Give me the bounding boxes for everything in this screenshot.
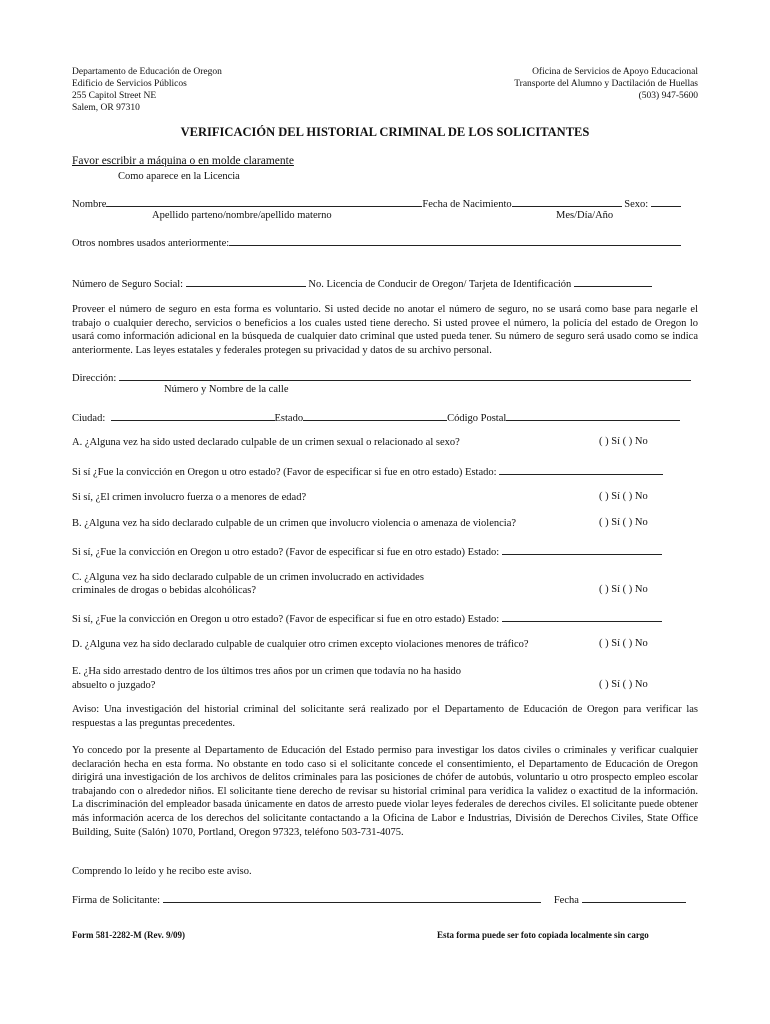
zip-field[interactable]: [506, 410, 680, 421]
question-e-line-1: E. ¿Ha sido arrestado dentro de los últimos tres años por un crimen que todavía no ha hasido: [72, 666, 461, 677]
header-right-line: (503) 947-5600: [638, 91, 698, 101]
aviso-notice: Aviso: Una investigación del historial criminal del solicitante será realizado por el Departamento de Educación de Oregon para verificar las respuestas a las preguntas precedentes.: [72, 704, 698, 729]
name-field[interactable]: [106, 196, 422, 207]
ssn-notice: Proveer el número de seguro en esta forma es voluntario. Si usted decide no anotar el número de seguro, no se usará como base para negarle el trabajo o cualquier derecho, servicios o beneficios a los cuales usted tiene derecho. Si usted provee el número, la policía del estado de Oregon lo usará como información adicional en la búsqueda de cualquier dato criminal que usted pueda tener. Su número de seguro será usado como se indica anteriormente. Las leyes estatales y federales protegen su privacidad y datos de su archivo personal.: [72, 304, 698, 356]
dob-field[interactable]: [512, 196, 622, 207]
question-d-yes-no[interactable]: ( ) Sí ( ) No: [599, 638, 648, 649]
ssn-label: Número de Seguro Social:: [72, 279, 184, 290]
question-c-line-1: C. ¿Alguna vez ha sido declarado culpable de un crimen involucrado en actividades: [72, 572, 424, 583]
sex-label: Sexo:: [624, 199, 649, 210]
question-b-state-field[interactable]: [502, 544, 662, 555]
name-sub: Apellido parteno/nombre/apellido materno: [152, 210, 332, 221]
dob-sub: Mes/Día/Año: [556, 210, 614, 221]
name-label: Nombre: [72, 199, 107, 210]
question-a-force-yes-no[interactable]: ( ) Sí ( ) No: [599, 491, 648, 502]
copy-notice: Esta forma puede ser foto copiada localmente sin cargo: [437, 930, 649, 940]
question-c-state-field[interactable]: [502, 611, 662, 622]
header-left-line: Salem, OR 97310: [72, 103, 140, 113]
acknowledge-text: Comprendo lo leído y he recibo este aviso.: [72, 866, 252, 877]
other-names-field[interactable]: [229, 235, 681, 246]
question-a: A. ¿Alguna vez ha sido usted declarado culpable de un crimen sexual o relacionado al sexo?: [72, 437, 460, 448]
city-field[interactable]: [111, 410, 275, 421]
license-label: No. Licencia de Conducir de Oregon/ Tarjeta de Identificación: [308, 279, 572, 290]
state-field[interactable]: [303, 410, 447, 421]
date-field[interactable]: [582, 892, 686, 903]
question-b-follow: Si sí, ¿Fue la convicción en Oregon u otro estado? (Favor de especificar si fue en otro estado) Estado:: [72, 547, 500, 558]
question-b-follow-row: [72, 544, 662, 559]
sex-field[interactable]: [651, 196, 681, 207]
header-right-line: Oficina de Servicios de Apoyo Educacional: [532, 67, 698, 77]
header-left-line: 255 Capitol Street NE: [72, 91, 157, 101]
question-c-yes-no[interactable]: ( ) Sí ( ) No: [599, 584, 648, 595]
zip-label: Código Postal: [447, 413, 507, 424]
question-e-yes-no[interactable]: ( ) Sí ( ) No: [599, 679, 648, 690]
form-number: Form 581-2282-M (Rev. 9/09): [72, 930, 185, 940]
question-a-follow-row: [72, 464, 663, 479]
date-label: Fecha: [553, 895, 579, 906]
question-c-follow: Si sí, ¿Fue la convicción en Oregon u otro estado? (Favor de especificar si fue en otro estado) Estado:: [72, 614, 500, 625]
header-left-line: Departamento de Educación de Oregon: [72, 67, 222, 77]
question-a-yes-no[interactable]: ( ) Sí ( ) No: [599, 436, 648, 447]
question-c-follow-row: [72, 611, 662, 626]
signature-label: Firma de Solicitante:: [72, 895, 161, 906]
consent-paragraph: Yo concedo por la presente al Departamento de Educación del Estado permiso para investigar los datos civiles o criminales y verificar cualquier declaración hecha en esta forma. No obstante en todo caso si el solicitante concede el consentimiento, el Departamento de Educación de Oregon dirigirá una investigación de los archivos de delitos criminales para las posiciones de chófer de autobús, voluntario u otro prospecto empleo escolar trabajando con o alrededor niños. El solicitante tiene derecho de revisar su historial criminal para verídica la validez o exactitud de la información. La discriminación del empleador basada únicamente en datos de arresto puede violar leyes federales de derechos civiles. El solicitante puede obtener más información acerca de los derechos del solicitante contactando a la Oficina de Labor e Industrias, División de Derechos Civiles, State Office Building, Suite (Salón) 1070, Portland, Oregon 97323, teléfono 503-731-4075.: [72, 745, 698, 838]
header-left: [72, 66, 222, 114]
question-a-state-field[interactable]: [499, 464, 663, 475]
signature-field[interactable]: [163, 892, 541, 903]
header-right-line: Transporte del Alumno y Dactilación de Huellas: [514, 79, 698, 89]
state-label: Estado: [274, 413, 304, 424]
address-sub: Número y Nombre de la calle: [164, 384, 289, 395]
question-a-force: Si sí, ¿El crimen involucro fuerza o a menores de edad?: [72, 492, 307, 503]
city-row: [72, 410, 680, 425]
question-b-yes-no[interactable]: ( ) Sí ( ) No: [599, 517, 648, 528]
address-field[interactable]: [119, 370, 691, 381]
city-label: Ciudad:: [72, 413, 106, 424]
signature-row: [72, 892, 686, 907]
form-title: VERIFICACIÓN DEL HISTORIAL CRIMINAL DE LOS SOLICITANTES: [180, 125, 590, 139]
question-c-line-2: criminales de drogas o bebidas alcohólicas?: [72, 585, 256, 596]
dob-label: Fecha de Nacimiento: [422, 199, 512, 210]
question-e-line-2: absuelto o juzgado?: [72, 680, 156, 691]
question-d: D. ¿Alguna vez ha sido declarado culpable de cualquier otro crimen excepto violaciones menores de tráfico?: [72, 639, 529, 650]
ssn-row: [72, 276, 652, 291]
other-names-row: [72, 235, 681, 250]
header-left-line: Edificio de Servicios Públicos: [72, 79, 187, 89]
header-right: [514, 66, 698, 102]
address-label: Dirección:: [72, 373, 117, 384]
other-names-label: Otros nombres usados anteriormente:: [72, 238, 230, 249]
question-a-follow: Si sí ¿Fue la convicción en Oregon u otro estado? (Favor de especificar si fue en otro estado) Estado:: [72, 467, 497, 478]
license-field[interactable]: [574, 276, 652, 287]
instruction-sub: Como aparece en la Licencia: [118, 171, 240, 182]
question-b: B. ¿Alguna vez ha sido declarado culpable de un crimen que involucro violencia o amenaza de violencia?: [72, 518, 517, 529]
ssn-field[interactable]: [186, 276, 306, 287]
instruction: Favor escribir a máquina o en molde claramente: [72, 155, 294, 167]
